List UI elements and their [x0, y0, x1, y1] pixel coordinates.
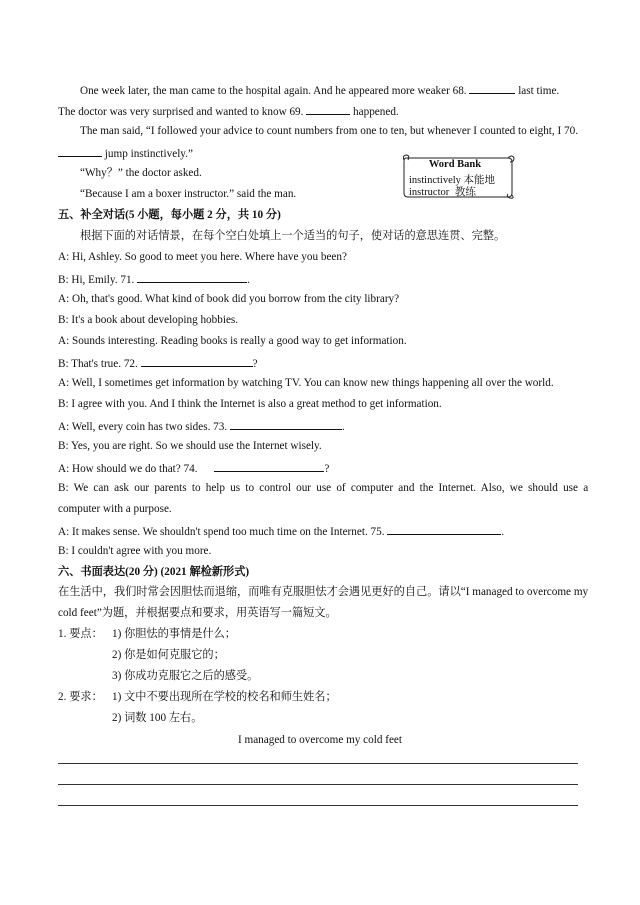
dialogue-line: A: Well, I sometimes get information by watching TV. You can know new things happening all over the world. [58, 377, 554, 389]
blank-72[interactable] [141, 355, 253, 367]
dialogue-line-71: B: Hi, Emily. 71. . [58, 271, 250, 287]
dialogue-line-75: A: It makes sense. We shouldn't spend too much time on the Internet. 75. . [58, 523, 504, 539]
word-bank [400, 153, 516, 199]
story-line-70b: jump instinctively.” [58, 145, 193, 161]
dialogue-line: B: We can ask our parents to help us to control our use of computer and the Internet. Also, we should use a [58, 482, 589, 494]
essay-title: I managed to overcome my cold feet [237, 734, 403, 746]
point-item: 2) 你是如何克服它的； [112, 649, 225, 661]
dialogue-line: A: Sounds interesting. Reading books is really a good way to get information. [58, 335, 407, 347]
blank-74[interactable] [214, 460, 324, 472]
blank-68[interactable] [469, 82, 515, 94]
word-bank-title: Word Bank [428, 159, 482, 170]
dialogue-line: A: Hi, Ashley. So good to meet you here. Where have you been? [58, 251, 347, 263]
dialogue-line-73: A: Well, every coin has two sides. 73. . [58, 418, 345, 434]
story-line-70: The man said, “I followed your advice to count numbers from one to ten, but whenever I counted to eight, I 70. [80, 125, 579, 137]
requirement-item: 1) 文中不要出现所在学校的校名和师生姓名； [112, 691, 337, 703]
story-because: “Because I am a boxer instructor.” said the man. [80, 188, 297, 200]
dialogue-line: B: It's a book about developing hobbies. [58, 314, 239, 326]
requirement-item: 2) 词数 100 左右。 [112, 712, 203, 724]
blank-71[interactable] [137, 271, 247, 283]
dialogue-line: B: I agree with you. And I think the Internet is also a great method to get information. [58, 398, 442, 410]
writing-line[interactable] [58, 784, 578, 785]
section6-prompt: 在生活中，我们时常会因胆怯而退缩，而唯有克服胆怯才会遇见更好的自己。请以“I managed to overcome my [58, 586, 589, 598]
word-bank-item: instinctively 本能地 [409, 175, 496, 186]
writing-line[interactable] [58, 805, 578, 806]
point-item: 1) 你胆怯的事情是什么； [112, 628, 236, 640]
blank-69[interactable] [306, 103, 350, 115]
writing-line[interactable] [58, 763, 578, 764]
story-line-68: One week later, the man came to the hospital again. And he appeared more weaker 68. last time. [80, 82, 559, 98]
section5-instruction: 根据下面的对话情景，在每个空白处填上一个适当的句子，使对话的意思连贯、完整。 [80, 230, 506, 242]
dialogue-line: A: Oh, that's good. What kind of book did you borrow from the city library? [58, 293, 400, 305]
dialogue-line: computer with a purpose. [58, 503, 172, 515]
blank-75[interactable] [387, 523, 501, 535]
dialogue-line-72: B: That's true. 72. ? [58, 355, 258, 371]
section5-heading: 五、补全对话(5 小题，每小题 2 分，共 10 分) [58, 209, 281, 221]
point-item: 3) 你成功克服它之后的感受。 [112, 670, 259, 682]
word-bank-item: instructor 教练 [409, 187, 476, 198]
blank-70[interactable] [58, 145, 102, 157]
section6-prompt: cold feet”为题，并根据要点和要求，用英语写一篇短文。 [58, 607, 337, 619]
section6-heading: 六、书面表达(20 分) (2021 解检新形式) [58, 566, 250, 578]
dialogue-line-74: A: How should we do that? 74. ? [58, 460, 329, 476]
requirements-label: 2. 要求： [58, 691, 103, 703]
story-line-69: The doctor was very surprised and wanted to know 69. happened. [58, 103, 399, 119]
section6-tag: (2021 解检新形式) [160, 566, 250, 578]
dialogue-line: B: I couldn't agree with you more. [58, 545, 212, 557]
story-why: “Why？” the doctor asked. [80, 167, 202, 179]
points-label: 1. 要点： [58, 628, 103, 640]
blank-73[interactable] [230, 418, 342, 430]
dialogue-line: B: Yes, you are right. So we should use the Internet wisely. [58, 440, 322, 452]
